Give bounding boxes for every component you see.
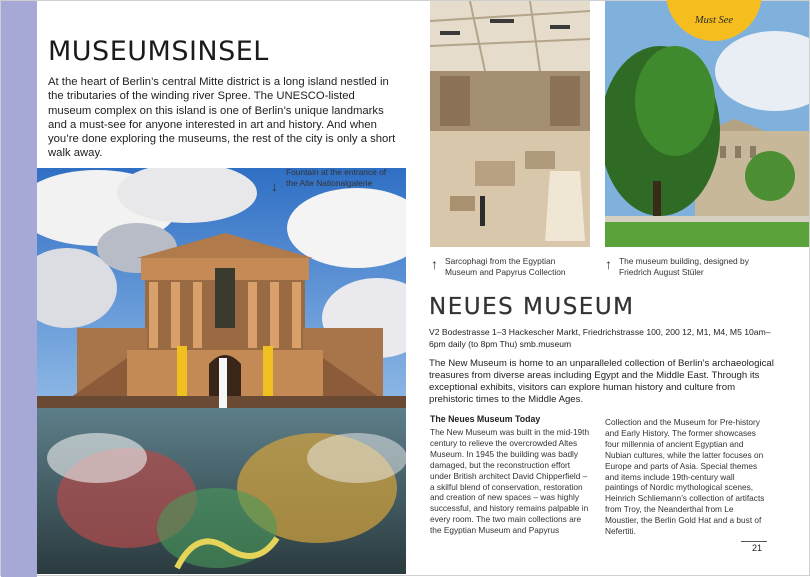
photo-alte-nationalgalerie [37,168,406,574]
section-title: NEUES MUSEUM [429,294,635,320]
page-number-rule [741,541,767,542]
body-column-2: Collection and the Museum for Pre-history and Early History. The former showcases four millennia of ancient Egyptian and Nubian cultures, while the latter focuses on Europe and parts of Asia. Special themes and items include 19th-century wall paintings of Nordic mythological scenes, Heinrich Schliemann’s collection of artifacts from Troy, the Neanderthal from Le Moustier, the Berlin Gold Hat and a bust of Nefertiti. [605,417,765,537]
arrow-up-icon: ↑ [605,256,612,272]
chapter-color-band [1,1,37,577]
caption-sarcophagi: Sarcophagi from the Egyptian Museum and Papyrus Collection [445,256,566,277]
arrow-down-icon: ↓ [271,178,278,194]
photo-sarcophagi-gallery [430,1,590,247]
caption-fountain: Fountain at the entrance of the Alte Nationalgalerie [286,167,387,188]
intro-paragraph: At the heart of Berlin’s central Mitte district is a long island nestled in the tributaries of the winding river Spree. The UNESCO-listed museum complex on this island is one of Berlin’s unique landmarks and a must-see for anyone interested in art and history. And when you’re done exploring the museums, the rest of the city is only a short walk away. [48,76,396,160]
museum-info-line: V2 Bodestrasse 1–3 Hackescher Markt, Friedrichstrasse 100, 200 12, M1, M4, M5 10am–6pm daily (to 8pm Thu) smb.museum [429,327,771,349]
body-column-1: The New Museum was built in the mid-19th century to relieve the overcrowded Altes Museum. In 1945 the building was badly damaged, but the reconstruction effort under British architect David Chipperfield – a skilful blend of conservation, restoration and creation of new spaces – was highly successful, and history remains palpable in every room. The two main collections are the Egyptian Museum and Papyrus [430,427,590,536]
must-see-label: Must See [694,15,734,26]
section-lead-paragraph: The New Museum is home to an unparalleled collection of Berlin’s archaeological treasures from diverse areas including Egypt and the Middle East. Through its exceptional exhibits, visitors can explore human history and culture from prehistoric times to the Middle Ages. [429,358,774,405]
subsection-heading: The Neues Museum Today [430,414,541,424]
caption-building: The museum building, designed by Friedrich August Stüler [619,256,749,277]
page-number: 21 [752,543,763,553]
arrow-up-icon: ↑ [431,256,438,272]
page-title: MUSEUMSINSEL [48,36,269,67]
